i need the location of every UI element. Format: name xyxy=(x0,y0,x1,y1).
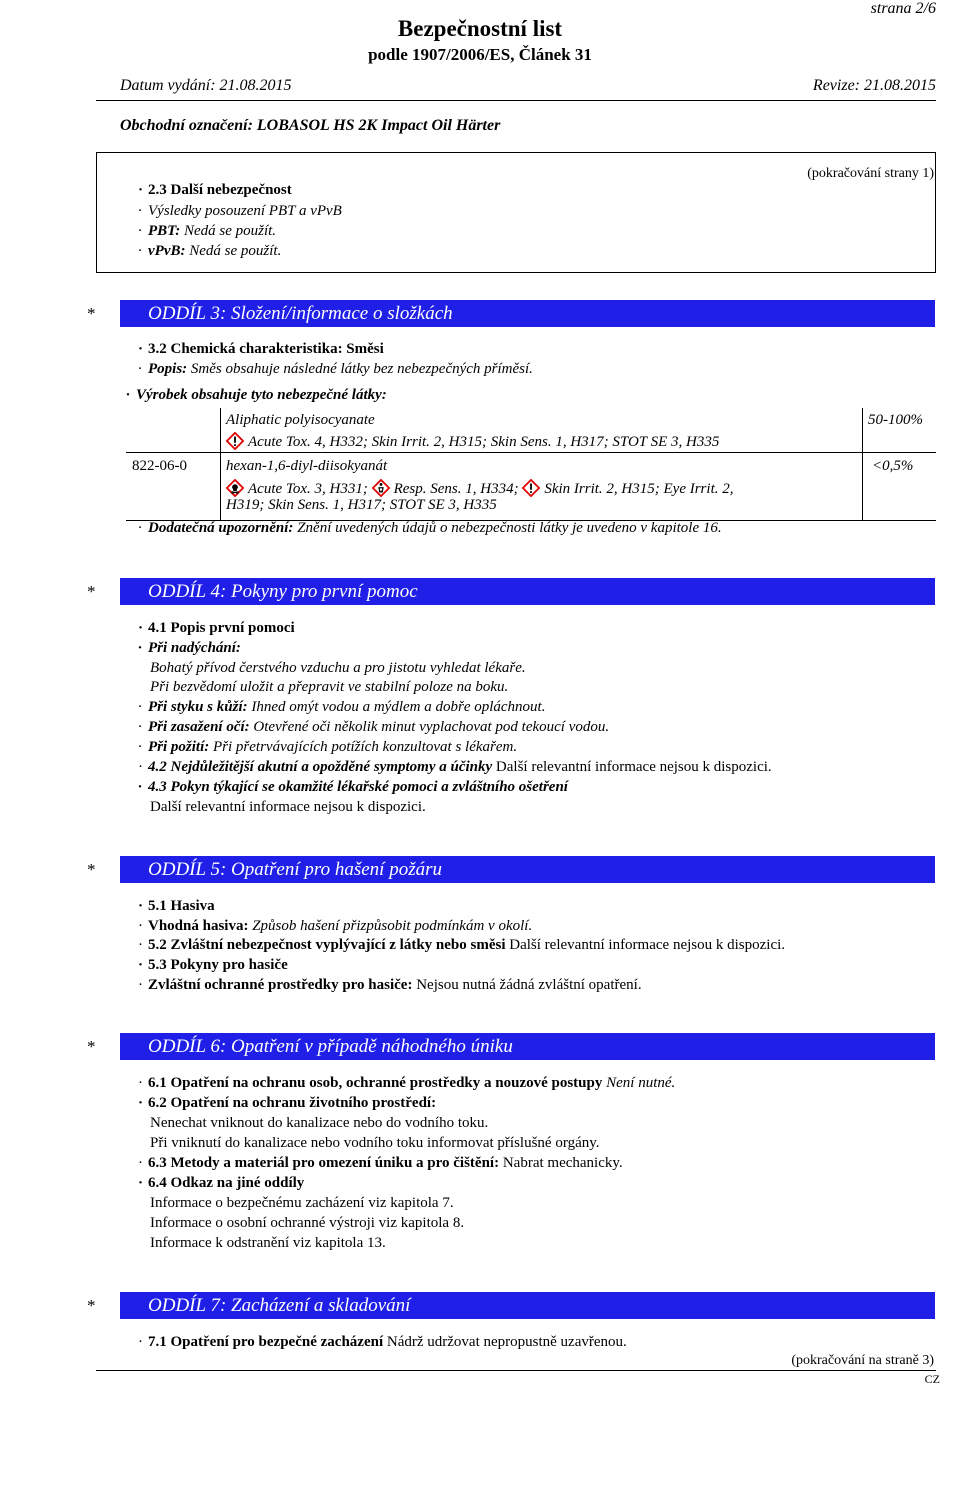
change-marker: * xyxy=(87,860,96,879)
section-7-1-line: · 7.1 Opatření pro bezpečné zacházení Nádrž udržovat nepropustně uzavřenou. xyxy=(138,1334,627,1350)
trade-name: Obchodní označení: LOBASOL HS 2K Impact Oil Härter xyxy=(120,117,501,134)
section-3-header: ODDÍL 3: Složení/informace o složkách xyxy=(120,300,935,327)
section-4-header: ODDÍL 4: Pokyny pro první pomoc xyxy=(120,578,935,605)
section-2-3-heading: · 2.3 Další nebezpečnost xyxy=(138,182,292,198)
table-column-divider xyxy=(220,408,221,520)
page-number: strana 2/6 xyxy=(870,0,936,17)
ingestion-line: · Při požití: Při přetrvávajících potížích konzultovat s lékařem. xyxy=(138,739,518,755)
section-7-header: ODDÍL 7: Zacházení a skladování xyxy=(120,1292,935,1319)
eye-contact-line: · Při zasažení očí: Otevřené oči několik minut vyplachovat pod tekoucí vodou. xyxy=(138,719,610,735)
section-5-header: ODDÍL 5: Opatření pro hašení požáru xyxy=(120,856,935,883)
additional-notes: · Dodatečná upozornění: Znění uvedených údajů o nebezpečnosti látky je uvedeno v kapitole 16. xyxy=(138,520,722,536)
section-6-1-line: · 6.1 Opatření na ochranu osob, ochranné prostředky a nouzové postupy Není nutné. xyxy=(138,1075,676,1091)
section-5-3-heading: · 5.3 Pokyny pro hasiče xyxy=(138,957,288,973)
issue-date: Datum vydání: 21.08.2015 xyxy=(120,77,292,94)
section-6-2-text-2: Při vniknutí do kanalizace nebo vodního toku informovat příslušné orgány. xyxy=(150,1135,600,1151)
change-marker: * xyxy=(87,582,96,601)
substance-1-concentration: 50-100% xyxy=(868,412,923,428)
vpvb-line: · vPvB: Nedá se použít. xyxy=(138,243,282,259)
country-code: CZ xyxy=(924,1372,940,1386)
change-marker: * xyxy=(87,304,96,323)
change-marker: * xyxy=(87,1296,96,1315)
section-4-3-heading: · 4.3 Pokyn týkající se okamžité lékařské pomoci a zvláštního ošetření xyxy=(138,779,568,795)
substance-2-classification-cont: H319; Skin Sens. 1, H317; STOT SE 3, H335 xyxy=(226,497,497,513)
hazardous-substances-heading: · Výrobek obsahuje tyto nebezpečné látky: xyxy=(126,387,387,403)
exclamation-pictogram-icon xyxy=(522,479,540,502)
inhalation-text-2: Při bezvědomí uložit a přepravit ve stabilní poloze na boku. xyxy=(150,679,509,695)
section-5-2-line: · 5.2 Zvláštní nebezpečnost vyplývající z látky nebo směsi Další relevantní informace nejsou k dispozici. xyxy=(138,937,786,953)
substance-2-cas: 822-06-0 xyxy=(132,458,187,474)
inhalation-text-1: Bohatý přívod čerstvého vzduchu a pro jistotu vyhledat lékaře. xyxy=(150,660,526,676)
section-6-4-text-3: Informace k odstranění viz kapitola 13. xyxy=(150,1235,386,1251)
substance-2-classification: Acute Tox. 3, H331; Resp. Sens. 1, H334; Skin Irrit. 2, H315; Eye Irrit. 2, xyxy=(226,479,733,502)
section-6-2-text-1: Nenechat vniknout do kanalizace nebo do vodního toku. xyxy=(150,1115,489,1131)
inhalation-heading: · Při nadýchání: xyxy=(138,640,241,656)
section-4-3-text: Další relevantní informace nejsou k dispozici. xyxy=(150,799,426,815)
section-6-header: ODDÍL 6: Opatření v případě náhodného úniku xyxy=(120,1033,935,1060)
header-divider xyxy=(96,100,936,101)
section-6-4-text-1: Informace o bezpečnému zacházení viz kapitola 7. xyxy=(150,1195,454,1211)
suitable-media-line: · Vhodná hasiva: Způsob hašení přizpůsobit podmínkám v okolí. xyxy=(138,918,533,934)
pbt-line: · PBT: Nedá se použít. xyxy=(138,223,277,239)
substance-1-classification: Acute Tox. 4, H332; Skin Irrit. 2, H315; Skin Sens. 1, H317; STOT SE 3, H335 xyxy=(226,432,719,455)
section-4-1-heading: · 4.1 Popis první pomoci xyxy=(138,620,295,636)
continuation-note-bottom: (pokračování na straně 3) xyxy=(791,1353,934,1368)
section-6-4-heading: · 6.4 Odkaz na jiné oddíly xyxy=(138,1175,305,1191)
continuation-note: (pokračování strany 1) xyxy=(807,166,934,181)
section-6-4-text-2: Informace o osobní ochranné výstroji viz kapitola 8. xyxy=(150,1215,465,1231)
substance-2-concentration: <0,5% xyxy=(872,458,914,474)
section-6-3-line: · 6.3 Metody a materiál pro omezení úniku a pro čištění: Nabrat mechanicky. xyxy=(138,1155,623,1171)
substance-1-name: Aliphatic polyisocyanate xyxy=(226,412,375,428)
table-column-divider xyxy=(862,408,863,520)
firefighter-equipment-line: · Zvláštní ochranné prostředky pro hasiče: Nejsou nutná žádná zvláštní opatření. xyxy=(138,977,642,993)
document-subtitle: podle 1907/2006/ES, Článek 31 xyxy=(368,45,592,64)
description-line: · Popis: Směs obsahuje následné látky bez nebezpečných příměsí. xyxy=(138,361,533,377)
section-3-2-heading: · 3.2 Chemická charakteristika: Směsi xyxy=(138,341,384,357)
revision-date: Revize: 21.08.2015 xyxy=(812,77,936,94)
footer-divider xyxy=(96,1370,936,1371)
section-4-2-line: · 4.2 Nejdůležitější akutní a opožděné symptomy a účinky Další relevantní informace nejsou k dispozici. xyxy=(138,759,772,775)
pbt-results-heading: · Výsledky posouzení PBT a vPvB xyxy=(138,203,342,219)
change-marker: * xyxy=(87,1037,96,1056)
section-6-2-heading: · 6.2 Opatření na ochranu životního prostředí: xyxy=(138,1095,437,1111)
substance-2-name: hexan-1,6-diyl-diisokyanát xyxy=(226,458,388,474)
exclamation-pictogram-icon xyxy=(226,432,244,455)
section-5-1-heading: · 5.1 Hasiva xyxy=(138,898,215,914)
skin-contact-line: · Při styku s kůží: Ihned omýt vodou a mýdlem a dobře opláchnout. xyxy=(138,699,546,715)
document-title: Bezpečnostní list xyxy=(397,16,563,41)
